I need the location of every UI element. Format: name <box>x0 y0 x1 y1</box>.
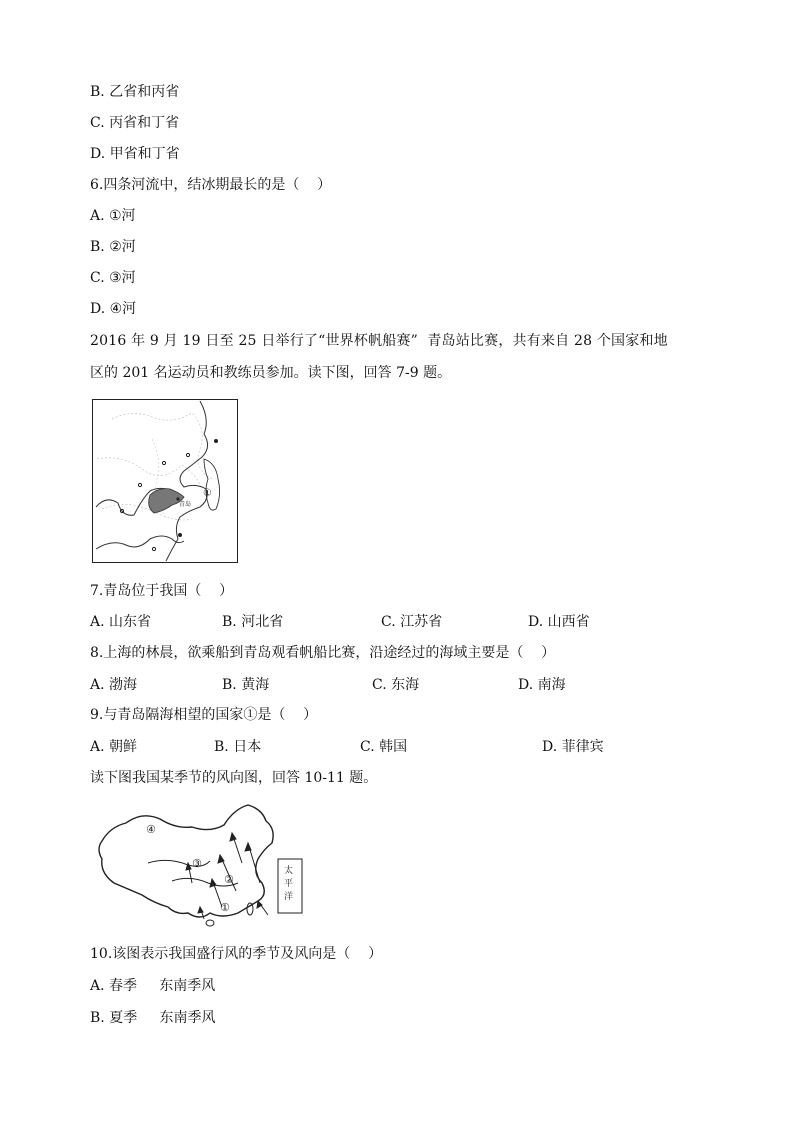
q6-option-b: B. ②河 <box>90 239 136 255</box>
q9-stem: 9.与青岛隔海相望的国家①是（ ） <box>90 707 318 723</box>
q10-stem: 10.该图表示我国盛行风的季节及风向是（ ） <box>90 946 383 962</box>
q7-option-b: B. 河北省 <box>222 614 284 630</box>
intro-7-9-line2: 区的 201 名运动员和教练员参加。读下图，回答 7-9 题。 <box>90 365 452 381</box>
q9-option-a: A. 朝鲜 <box>90 739 138 755</box>
q6-option-c: C. ③河 <box>90 270 136 286</box>
ocean-char-3: 洋 <box>284 892 294 902</box>
q6-option-a: A. ①河 <box>90 208 136 224</box>
ocean-char-1: 太 <box>284 866 294 876</box>
q5-option-b: B. 乙省和丙省 <box>90 84 180 100</box>
q7-option-d: D. 山西省 <box>528 614 590 630</box>
ocean-char-2: 平 <box>284 879 294 889</box>
q6-stem: 6.四条河流中，结冰期最长的是（ ） <box>90 177 332 193</box>
q9-option-d: D. 菲律宾 <box>542 739 604 755</box>
qingdao-map <box>92 399 238 563</box>
q8-option-c: C. 东海 <box>372 677 420 693</box>
q9-option-c: C. 韩国 <box>360 739 408 755</box>
q8-stem: 8.上海的林晨，欲乘船到青岛观看帆船比赛，沿途经过的海域主要是（ ） <box>90 645 556 661</box>
map2-marker-1: ① <box>220 901 230 914</box>
intro-7-9-line1: 2016 年 9 月 19 日至 25 日举行了“世界杯帆船赛” 青岛站比赛，共有来自 28 个国家和地 <box>90 333 668 349</box>
intro-10-11: 读下图我国某季节的风向图，回答 10-11 题。 <box>90 770 378 786</box>
q7-option-a: A. 山东省 <box>90 614 152 630</box>
q8-option-d: D. 南海 <box>518 677 566 693</box>
q10-option-b: B. 夏季 东南季风 <box>90 1010 216 1026</box>
q6-option-d: D. ④河 <box>90 301 137 317</box>
map2-marker-2: ② <box>224 873 234 886</box>
q5-option-d: D. 甲省和丁省 <box>90 146 180 162</box>
map2-marker-3: ③ <box>192 857 202 870</box>
q7-stem: 7.青岛位于我国（ ） <box>90 583 234 599</box>
q9-option-b: B. 日本 <box>214 739 262 755</box>
q7-option-c: C. 江苏省 <box>381 614 443 630</box>
map1-marker-1: ① <box>203 488 212 499</box>
q10-option-a: A. 春季 东南季风 <box>90 978 216 994</box>
q5-option-c: C. 丙省和丁省 <box>90 115 180 131</box>
q8-option-a: A. 渤海 <box>90 677 138 693</box>
qingdao-label: 青岛 <box>179 501 192 508</box>
q8-option-b: B. 黄海 <box>222 677 270 693</box>
china-wind-map <box>92 803 304 927</box>
map2-marker-4: ④ <box>146 823 156 836</box>
